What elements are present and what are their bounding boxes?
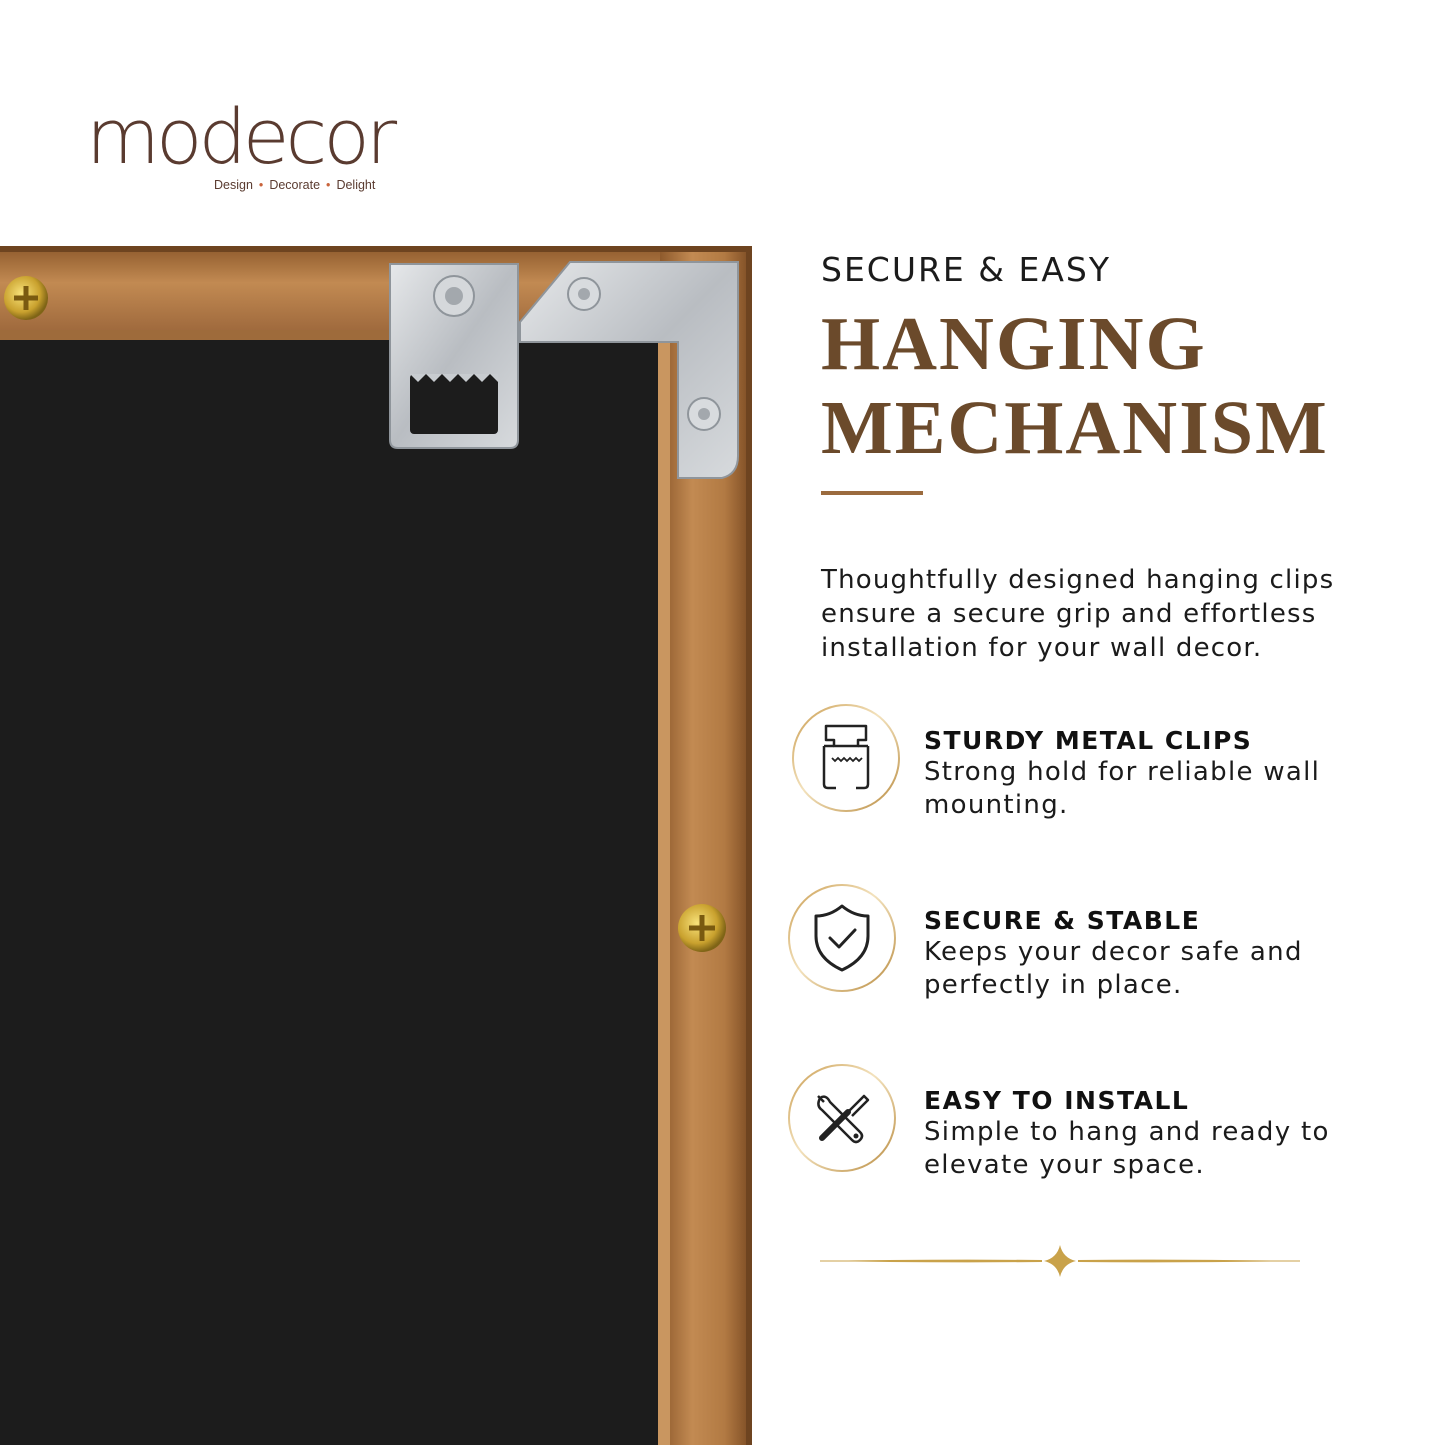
frame-back-illustration — [0, 246, 760, 1445]
feature-description: Strong hold for reliable wall mounting. — [924, 757, 1321, 820]
page-title — [821, 302, 1421, 470]
eyebrow-heading: SECURE & EASY — [821, 250, 1112, 289]
screwdriver-wrench-icon — [812, 1088, 872, 1148]
tagline-dot: • — [258, 178, 264, 192]
feature-item-secure-stable — [788, 884, 1428, 999]
ornamental-divider — [820, 1243, 1300, 1279]
sparkle-icon — [1044, 1245, 1076, 1277]
hanging-clip-icon — [816, 722, 876, 794]
black-backing-board — [0, 340, 658, 1445]
hero-product-photo — [0, 246, 760, 1445]
feature-description: Keeps your decor safe and perfectly in place. — [924, 937, 1303, 1000]
screw-right-rail — [678, 904, 726, 952]
screw-top-left — [4, 276, 48, 320]
headline-line-1: HANGING — [821, 302, 1207, 386]
sawtooth-hanging-clip — [390, 264, 518, 448]
headline-line-2: MECHANISM — [821, 386, 1329, 470]
brand-wordmark: modecor — [86, 92, 394, 181]
intro-paragraph: Thoughtfully designed hanging clips ensure a secure grip and effortless installation for your wall decor. — [821, 565, 1335, 663]
tagline-word-design: Design — [214, 178, 253, 192]
feature-title: SECURE & STABLE — [924, 906, 1201, 935]
feature-badge — [788, 1064, 896, 1172]
feature-description: Simple to hang and ready to elevate your space. — [924, 1117, 1330, 1180]
shield-check-icon — [812, 902, 872, 974]
feature-title: EASY TO INSTALL — [924, 1086, 1190, 1115]
title-underline — [821, 491, 923, 495]
tagline-word-delight: Delight — [336, 178, 376, 192]
tagline-word-decorate: Decorate — [269, 178, 321, 192]
feature-badge — [792, 704, 900, 812]
tagline-dot: • — [326, 178, 331, 192]
brand-logo — [86, 92, 416, 202]
brand-tagline — [214, 178, 375, 192]
feature-item-easy-install — [788, 1064, 1428, 1179]
feature-title: STURDY METAL CLIPS — [924, 726, 1253, 755]
feature-item-sturdy-clips — [788, 704, 1428, 819]
feature-badge — [788, 884, 896, 992]
